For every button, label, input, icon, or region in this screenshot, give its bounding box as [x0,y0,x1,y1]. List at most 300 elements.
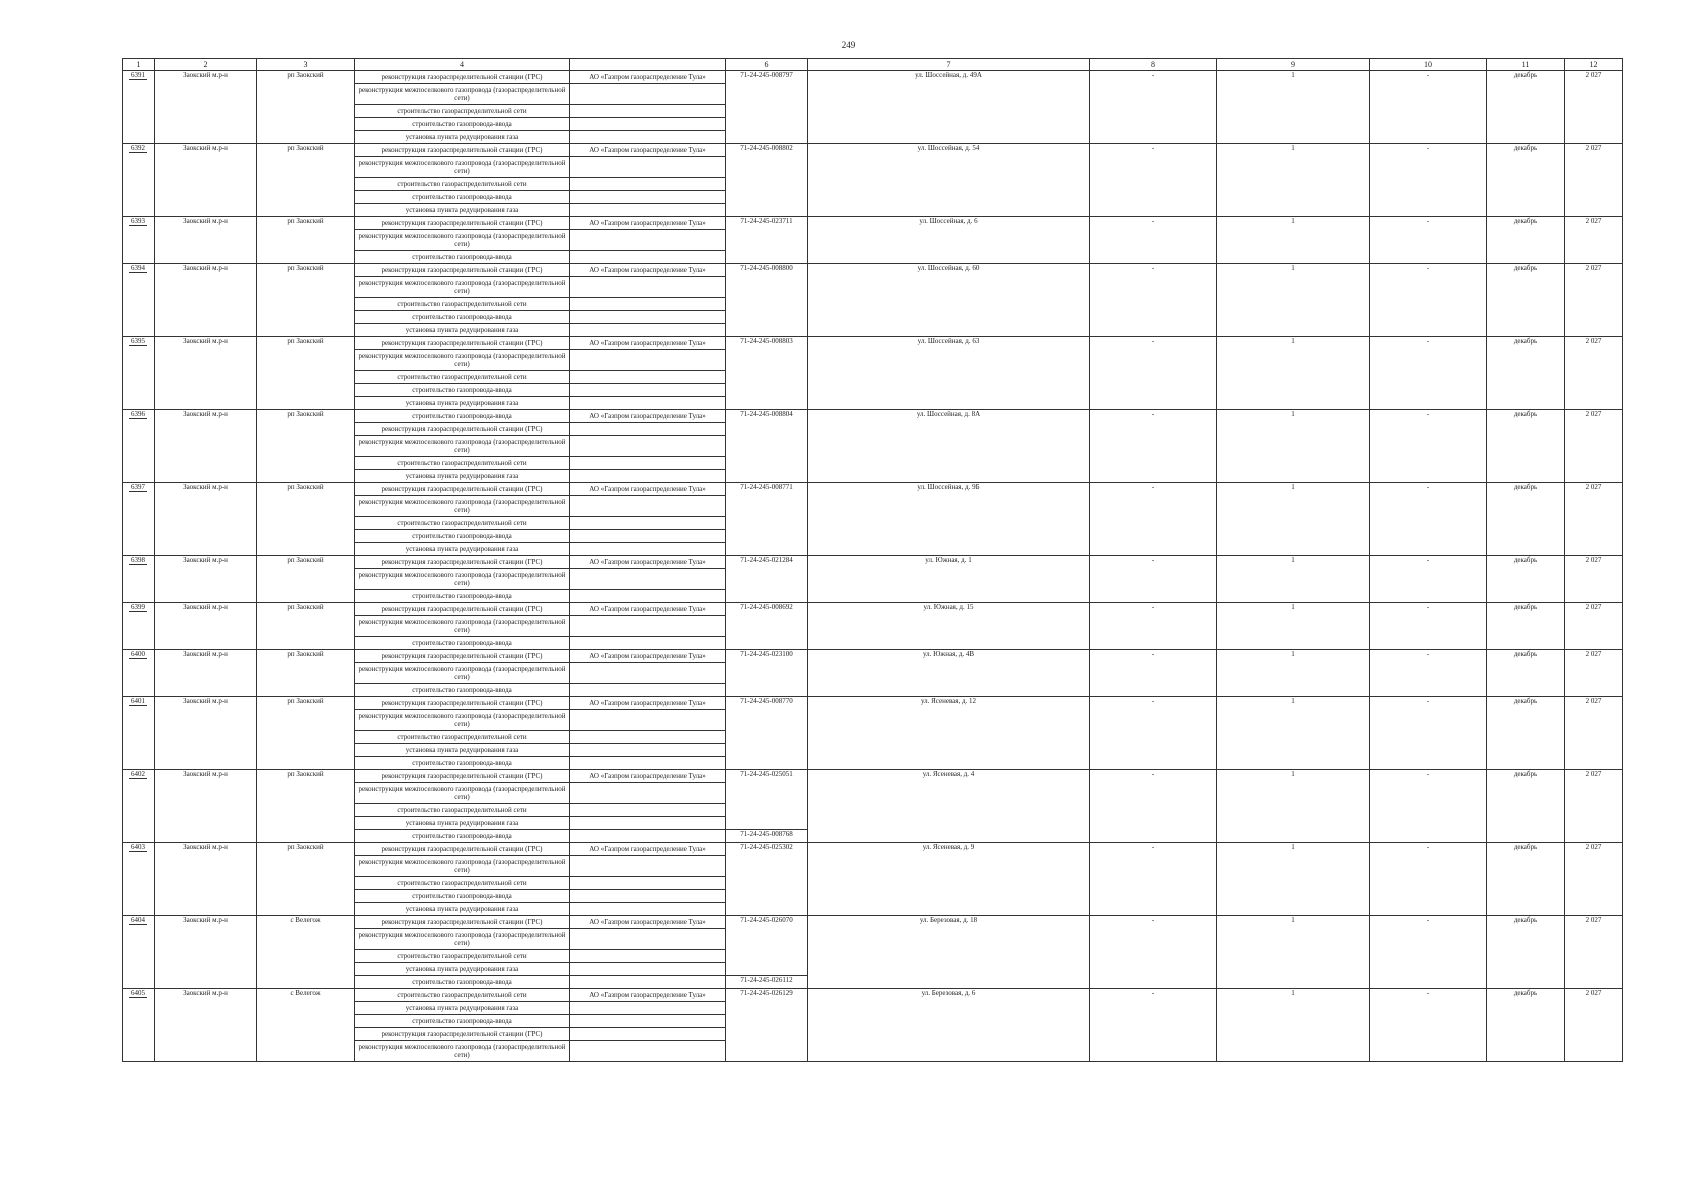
row-number [123,556,155,603]
work-type-cell: установка пункта редуцирования газа [355,543,570,556]
work-type-cell: реконструкция межпоселкового газопровода (газораспределительной сети) [355,569,570,590]
work-type-cell: установка пункта редуцирования газа [355,470,570,483]
organization-cell: АО «Газпром газораспределение Тула» [570,556,726,569]
table-row [123,217,1623,230]
table-row [123,770,1623,783]
work-type-cell: реконструкция межпоселкового газопровода (газораспределительной сети) [355,496,570,517]
work-type-cell: реконструкция газораспределительной станции (ГРС) [355,423,570,436]
work-type-cell: реконструкция газораспределительной станции (ГРС) [355,483,570,496]
address-cell: ул. Березовая, д. 6 [808,989,1090,1062]
district-cell: Заокский м.р-н [155,264,257,337]
work-type-cell: строительство газопровода-ввода [355,191,570,204]
month-cell: декабрь [1487,916,1565,989]
organization-cell [570,277,726,298]
row-number-text: 6391 [131,71,145,79]
work-type-cell: реконструкция газораспределительной станции (ГРС) [355,843,570,856]
organization-cell: АО «Газпром газораспределение Тула» [570,697,726,710]
row-number-text: 6394 [131,264,145,272]
work-type-cell: реконструкция газораспределительной станции (ГРС) [355,337,570,350]
organization-cell [570,569,726,590]
organization-cell [570,637,726,650]
year-cell: 2 027 [1565,264,1623,337]
work-type-cell: реконструкция межпоселкового газопровода (газораспределительной сети) [355,710,570,731]
work-type-cell: реконструкция газораспределительной станции (ГРС) [355,556,570,569]
settlement-cell: рп Заокский [257,697,355,770]
row-number [123,770,155,843]
col8-cell: - [1090,697,1217,770]
organization-cell [570,710,726,731]
district-cell: Заокский м.р-н [155,410,257,483]
row-number-text: 6404 [131,916,145,924]
organization-cell [570,616,726,637]
table-row [123,144,1623,157]
col8-cell: - [1090,144,1217,217]
organization-cell [570,118,726,131]
work-type-cell: реконструкция межпоселкового газопровода (газораспределительной сети) [355,663,570,684]
organization-cell: АО «Газпром газораспределение Тула» [570,264,726,277]
organization-cell [570,84,726,105]
work-type-cell: строительство газораспределительной сети [355,731,570,744]
work-type-cell: строительство газопровода-ввода [355,890,570,903]
organization-cell: АО «Газпром газораспределение Тула» [570,843,726,856]
organization-cell [570,517,726,530]
col10-cell: - [1370,916,1487,989]
organization-cell [570,457,726,470]
column-header: 12 [1565,59,1623,71]
row-number-text: 6402 [131,770,145,778]
col9-cell: 1 [1217,843,1370,916]
cadastral-code-cell: 71-24-245-008770 [726,697,808,770]
column-header: 9 [1217,59,1370,71]
col9-cell: 1 [1217,916,1370,989]
address-cell: ул. Южная, д. 15 [808,603,1090,650]
work-type-cell: строительство газораспределительной сети [355,105,570,118]
row-number-text: 6403 [131,843,145,851]
cadastral-code-cell: 71-24-245-025051 [726,770,808,830]
work-type-cell: реконструкция межпоселкового газопровода (газораспределительной сети) [355,84,570,105]
organization-cell [570,191,726,204]
cadastral-code-cell: 71-24-245-025302 [726,843,808,916]
row-number-text: 6405 [131,989,145,997]
district-cell: Заокский м.р-н [155,697,257,770]
organization-cell [570,817,726,830]
work-type-cell: строительство газораспределительной сети [355,371,570,384]
organization-cell [570,157,726,178]
work-type-cell: установка пункта редуцирования газа [355,1002,570,1015]
work-type-cell: строительство газопровода-ввода [355,637,570,650]
objects-table [122,58,1623,1062]
month-cell: декабрь [1487,843,1565,916]
work-type-cell: реконструкция межпоселкового газопровода (газораспределительной сети) [355,157,570,178]
row-number-text: 6392 [131,144,145,152]
address-cell: ул. Шоссейная, д. 63 [808,337,1090,410]
organization-cell [570,230,726,251]
work-type-cell: реконструкция межпоселкового газопровода (газораспределительной сети) [355,616,570,637]
work-type-cell: реконструкция газораспределительной станции (ГРС) [355,603,570,616]
work-type-cell: строительство газораспределительной сети [355,804,570,817]
table-row [123,410,1623,423]
organization-cell [570,783,726,804]
col9-cell: 1 [1217,71,1370,144]
district-cell: Заокский м.р-н [155,916,257,989]
col8-cell: - [1090,264,1217,337]
organization-cell [570,496,726,517]
settlement-cell: рп Заокский [257,217,355,264]
organization-cell [570,436,726,457]
address-cell: ул. Южная, д. 4В [808,650,1090,697]
month-cell: декабрь [1487,603,1565,650]
col10-cell: - [1370,144,1487,217]
col10-cell: - [1370,217,1487,264]
col10-cell: - [1370,843,1487,916]
month-cell: декабрь [1487,770,1565,843]
work-type-cell: строительство газопровода-ввода [355,311,570,324]
work-type-cell: реконструкция межпоселкового газопровода (газораспределительной сети) [355,929,570,950]
col9-cell: 1 [1217,603,1370,650]
organization-cell [570,731,726,744]
work-type-cell: реконструкция межпоселкового газопровода (газораспределительной сети) [355,277,570,298]
organization-cell: АО «Газпром газораспределение Тула» [570,144,726,157]
col9-cell: 1 [1217,144,1370,217]
address-cell: ул. Шоссейная, д. 60 [808,264,1090,337]
row-number [123,217,155,264]
month-cell: декабрь [1487,264,1565,337]
address-cell: ул. Шоссейная, д. 54 [808,144,1090,217]
work-type-cell: строительство газопровода-ввода [355,757,570,770]
table-row [123,989,1623,1002]
column-header: 3 [257,59,355,71]
settlement-cell: рп Заокский [257,770,355,843]
district-cell: Заокский м.р-н [155,556,257,603]
month-cell: декабрь [1487,483,1565,556]
organization-cell: АО «Газпром газораспределение Тула» [570,603,726,616]
organization-cell [570,804,726,817]
row-number [123,144,155,217]
organization-cell [570,684,726,697]
work-type-cell: строительство газопровода-ввода [355,410,570,423]
cadastral-code-cell: 71-24-245-008797 [726,71,808,144]
work-type-cell: реконструкция газораспределительной станции (ГРС) [355,697,570,710]
month-cell: декабрь [1487,989,1565,1062]
row-number-text: 6399 [131,603,145,611]
month-cell: декабрь [1487,410,1565,483]
organization-cell [570,663,726,684]
year-cell: 2 027 [1565,337,1623,410]
settlement-cell: рп Заокский [257,483,355,556]
month-cell: декабрь [1487,217,1565,264]
settlement-cell: рп Заокский [257,556,355,603]
row-number [123,650,155,697]
row-number-text: 6397 [131,483,145,491]
work-type-cell: реконструкция межпоселкового газопровода (газораспределительной сети) [355,783,570,804]
address-cell: ул. Березовая, д. 18 [808,916,1090,989]
col8-cell: - [1090,989,1217,1062]
table-row [123,264,1623,277]
work-type-cell: реконструкция межпоселкового газопровода (газораспределительной сети) [355,230,570,251]
settlement-cell: рп Заокский [257,843,355,916]
column-header: 4 [355,59,570,71]
settlement-cell: с Велегож [257,989,355,1062]
organization-cell [570,744,726,757]
row-number [123,916,155,989]
organization-cell [570,590,726,603]
work-type-cell: строительство газопровода-ввода [355,830,570,843]
col10-cell: - [1370,989,1487,1062]
organization-cell [570,1015,726,1028]
cadastral-code-cell: 71-24-245-008803 [726,337,808,410]
settlement-cell: рп Заокский [257,337,355,410]
district-cell: Заокский м.р-н [155,650,257,697]
work-type-cell: строительство газопровода-ввода [355,684,570,697]
organization-cell [570,298,726,311]
work-type-cell: реконструкция газораспределительной станции (ГРС) [355,144,570,157]
settlement-cell: рп Заокский [257,410,355,483]
work-type-cell: установка пункта редуцирования газа [355,744,570,757]
row-number-text: 6401 [131,697,145,705]
table-row [123,650,1623,663]
work-type-cell: строительство газопровода-ввода [355,384,570,397]
col9-cell: 1 [1217,556,1370,603]
year-cell: 2 027 [1565,144,1623,217]
col10-cell: - [1370,71,1487,144]
row-number [123,989,155,1062]
col10-cell: - [1370,770,1487,843]
year-cell: 2 027 [1565,843,1623,916]
work-type-cell: строительство газопровода-ввода [355,1015,570,1028]
work-type-cell: установка пункта редуцирования газа [355,204,570,217]
work-type-cell: реконструкция газораспределительной станции (ГРС) [355,650,570,663]
column-header: 7 [808,59,1090,71]
organization-cell [570,371,726,384]
row-number [123,483,155,556]
organization-cell: АО «Газпром газораспределение Тула» [570,650,726,663]
col8-cell: - [1090,916,1217,989]
table-row [123,916,1623,929]
table-row [123,483,1623,496]
address-cell: ул. Шоссейная, д. 9Б [808,483,1090,556]
work-type-cell: установка пункта редуцирования газа [355,963,570,976]
organization-cell [570,903,726,916]
year-cell: 2 027 [1565,697,1623,770]
col10-cell: - [1370,697,1487,770]
organization-cell [570,530,726,543]
col9-cell: 1 [1217,483,1370,556]
row-number-text: 6395 [131,337,145,345]
column-header [570,59,726,71]
work-type-cell: строительство газораспределительной сети [355,178,570,191]
work-type-cell: строительство газораспределительной сети [355,457,570,470]
settlement-cell: рп Заокский [257,603,355,650]
row-number [123,71,155,144]
cadastral-code-cell: 71-24-245-008768 [726,830,808,843]
organization-cell [570,830,726,843]
table-row [123,556,1623,569]
organization-cell [570,976,726,989]
work-type-cell: реконструкция газораспределительной станции (ГРС) [355,1028,570,1041]
year-cell: 2 027 [1565,989,1623,1062]
organization-cell [570,105,726,118]
month-cell: декабрь [1487,71,1565,144]
work-type-cell: реконструкция газораспределительной станции (ГРС) [355,217,570,230]
cadastral-code-cell: 71-24-245-021284 [726,556,808,603]
address-cell: ул. Шоссейная, д. 49А [808,71,1090,144]
month-cell: декабрь [1487,697,1565,770]
cadastral-code-cell: 71-24-245-026129 [726,989,808,1062]
organization-cell [570,757,726,770]
organization-cell [570,204,726,217]
organization-cell [570,1041,726,1062]
address-cell: ул. Ясеневая, д. 4 [808,770,1090,843]
year-cell: 2 027 [1565,410,1623,483]
district-cell: Заокский м.р-н [155,144,257,217]
year-cell: 2 027 [1565,650,1623,697]
organization-cell: АО «Газпром газораспределение Тула» [570,770,726,783]
work-type-cell: строительство газопровода-ввода [355,976,570,989]
header-row [123,59,1623,71]
month-cell: декабрь [1487,144,1565,217]
table-row [123,697,1623,710]
work-type-cell: строительство газопровода-ввода [355,118,570,131]
table-row [123,337,1623,350]
work-type-cell: реконструкция межпоселкового газопровода (газораспределительной сети) [355,350,570,371]
organization-cell [570,856,726,877]
year-cell: 2 027 [1565,217,1623,264]
address-cell: ул. Ясеневая, д. 9 [808,843,1090,916]
settlement-cell: рп Заокский [257,650,355,697]
work-type-cell: реконструкция межпоселкового газопровода (газораспределительной сети) [355,1041,570,1062]
district-cell: Заокский м.р-н [155,71,257,144]
district-cell: Заокский м.р-н [155,770,257,843]
col9-cell: 1 [1217,770,1370,843]
work-type-cell: реконструкция газораспределительной станции (ГРС) [355,770,570,783]
row-number-text: 6398 [131,556,145,564]
col9-cell: 1 [1217,650,1370,697]
row-number [123,603,155,650]
organization-cell [570,890,726,903]
organization-cell [570,311,726,324]
month-cell: декабрь [1487,337,1565,410]
work-type-cell: установка пункта редуцирования газа [355,324,570,337]
cadastral-code-cell: 71-24-245-023100 [726,650,808,697]
organization-cell: АО «Газпром газораспределение Тула» [570,71,726,84]
organization-cell [570,470,726,483]
col9-cell: 1 [1217,337,1370,410]
row-number-text: 6400 [131,650,145,658]
month-cell: декабрь [1487,650,1565,697]
col9-cell: 1 [1217,217,1370,264]
organization-cell [570,543,726,556]
cadastral-code-cell: 71-24-245-008804 [726,410,808,483]
col9-cell: 1 [1217,989,1370,1062]
cadastral-code-cell: 71-24-245-026070 [726,916,808,976]
column-header: 6 [726,59,808,71]
district-cell: Заокский м.р-н [155,989,257,1062]
work-type-cell: реконструкция газораспределительной станции (ГРС) [355,264,570,277]
row-number [123,337,155,410]
organization-cell [570,384,726,397]
district-cell: Заокский м.р-н [155,483,257,556]
organization-cell [570,950,726,963]
col10-cell: - [1370,483,1487,556]
col8-cell: - [1090,410,1217,483]
work-type-cell: установка пункта редуцирования газа [355,817,570,830]
organization-cell: АО «Газпром газораспределение Тула» [570,483,726,496]
settlement-cell: с Велегож [257,916,355,989]
year-cell: 2 027 [1565,556,1623,603]
work-type-cell: реконструкция межпоселкового газопровода (газораспределительной сети) [355,856,570,877]
organization-cell: АО «Газпром газораспределение Тула» [570,337,726,350]
year-cell: 2 027 [1565,483,1623,556]
work-type-cell: реконструкция газораспределительной станции (ГРС) [355,71,570,84]
col9-cell: 1 [1217,264,1370,337]
row-number [123,697,155,770]
table-row [123,603,1623,616]
col8-cell: - [1090,483,1217,556]
work-type-cell: строительство газораспределительной сети [355,517,570,530]
organization-cell [570,1002,726,1015]
address-cell: ул. Шоссейная, д. 8А [808,410,1090,483]
organization-cell [570,350,726,371]
table-row [123,843,1623,856]
table-row [123,71,1623,84]
work-type-cell: строительство газораспределительной сети [355,950,570,963]
organization-cell [570,1028,726,1041]
year-cell: 2 027 [1565,603,1623,650]
address-cell: ул. Южная, д. 1 [808,556,1090,603]
settlement-cell: рп Заокский [257,71,355,144]
col9-cell: 1 [1217,697,1370,770]
organization-cell [570,251,726,264]
organization-cell [570,131,726,144]
cadastral-code-cell: 71-24-245-008692 [726,603,808,650]
cadastral-code-cell: 71-24-245-008800 [726,264,808,337]
col10-cell: - [1370,603,1487,650]
work-type-cell: установка пункта редуцирования газа [355,131,570,144]
cadastral-code-cell: 71-24-245-023711 [726,217,808,264]
row-number-text: 6393 [131,217,145,225]
row-number [123,410,155,483]
settlement-cell: рп Заокский [257,144,355,217]
cadastral-code-cell: 71-24-245-008771 [726,483,808,556]
column-header: 11 [1487,59,1565,71]
col8-cell: - [1090,71,1217,144]
organization-cell: АО «Газпром газораспределение Тула» [570,217,726,230]
cadastral-code-cell: 71-24-245-026112 [726,976,808,989]
work-type-cell: строительство газораспределительной сети [355,298,570,311]
work-type-cell: установка пункта редуцирования газа [355,397,570,410]
col8-cell: - [1090,650,1217,697]
work-type-cell: реконструкция межпоселкового газопровода (газораспределительной сети) [355,436,570,457]
column-header: 10 [1370,59,1487,71]
year-cell: 2 027 [1565,916,1623,989]
col8-cell: - [1090,603,1217,650]
district-cell: Заокский м.р-н [155,337,257,410]
work-type-cell: реконструкция газораспределительной станции (ГРС) [355,916,570,929]
work-type-cell: строительство газораспределительной сети [355,989,570,1002]
col8-cell: - [1090,843,1217,916]
col8-cell: - [1090,337,1217,410]
district-cell: Заокский м.р-н [155,603,257,650]
organization-cell: АО «Газпром газораспределение Тула» [570,916,726,929]
col10-cell: - [1370,337,1487,410]
organization-cell [570,324,726,337]
column-header: 2 [155,59,257,71]
row-number-text: 6396 [131,410,145,418]
organization-cell [570,178,726,191]
col10-cell: - [1370,264,1487,337]
month-cell: декабрь [1487,556,1565,603]
address-cell: ул. Ясеневая, д. 12 [808,697,1090,770]
